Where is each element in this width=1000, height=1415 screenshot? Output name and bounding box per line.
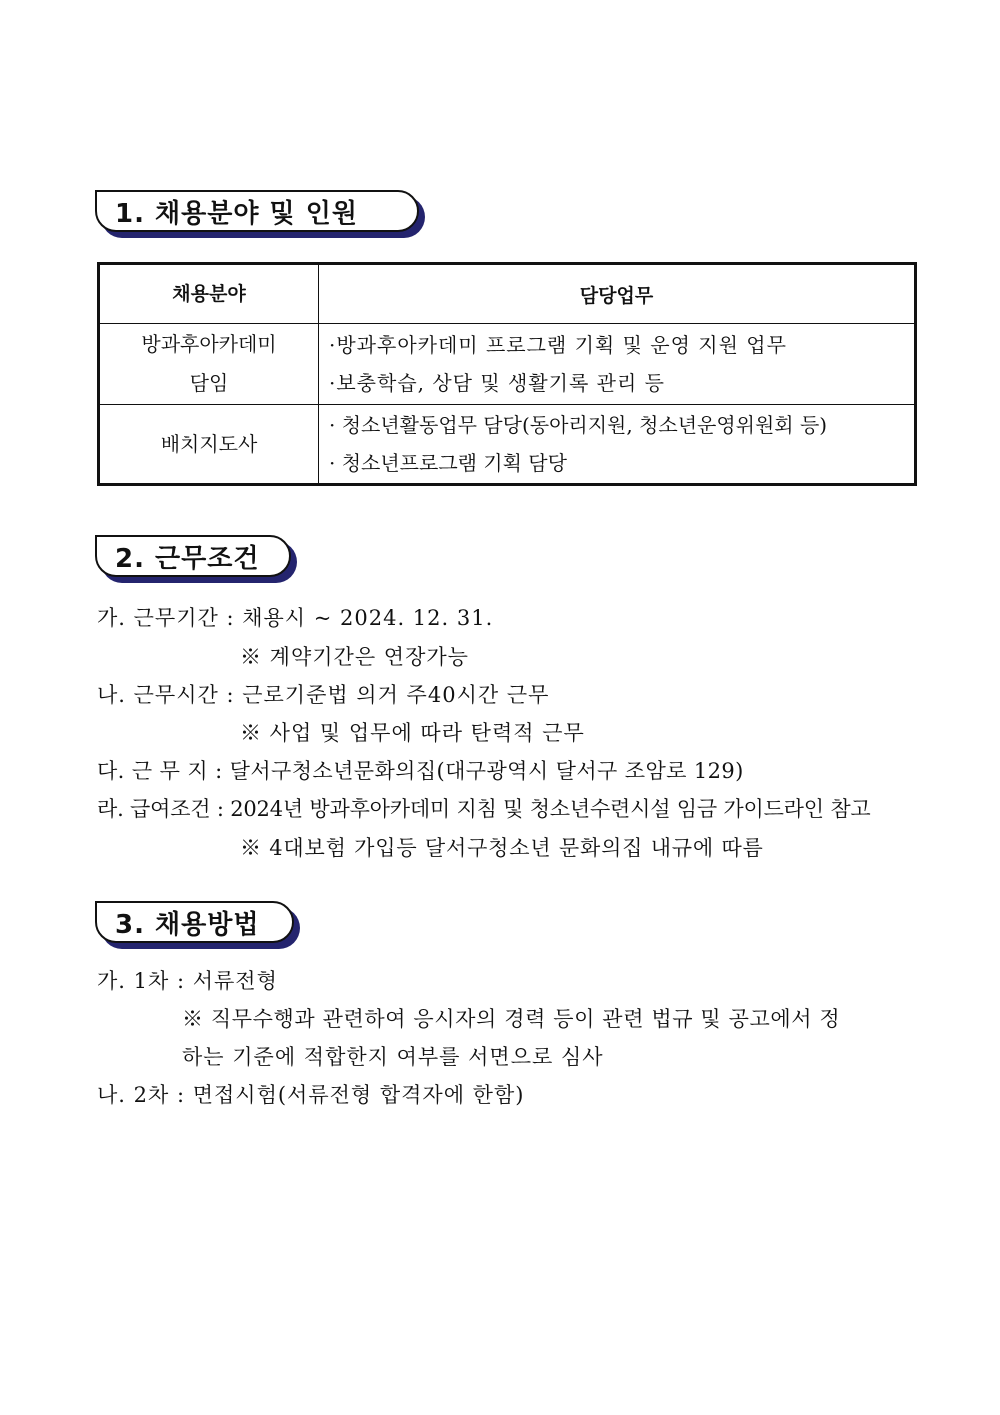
section3-title: 3. 채용방법: [95, 901, 294, 943]
section3-heading: [95, 901, 300, 949]
jobs-table: [97, 262, 917, 486]
table-header-duties: 담당업무: [319, 264, 916, 324]
field-line: 배치지도사: [160, 431, 258, 456]
salary-line: 라. 급여조건 : 2024년 방과후아카데미 지침 및 청소년수련시설 임금 가이드라인 참고: [97, 797, 871, 821]
work-period-line: 가. 근무기간 : 채용시 ~ 2024. 12. 31.: [97, 606, 494, 630]
table-header-row: [99, 264, 916, 324]
work-period-note: ※ 계약기간은 연장가능: [240, 645, 469, 669]
table-cell-duties: [319, 324, 916, 405]
duty-line: ·방과후아카데미 프로그램 기획 및 운영 지원 업무: [329, 333, 787, 357]
field-line: 방과후아카데미: [141, 332, 277, 356]
section2-title: 2. 근무조건: [95, 535, 291, 577]
second-stage-line: 나. 2차 : 면접시험(서류전형 합격자에 한함): [97, 1083, 525, 1107]
table-row: [99, 324, 916, 405]
table-cell-field: [99, 324, 319, 405]
first-stage-note-cont: 하는 기준에 적합한지 여부를 서면으로 심사: [182, 1045, 604, 1069]
work-hours-line: 나. 근무시간 : 근로기준법 의거 주40시간 근무: [97, 683, 550, 707]
table-header-field: 채용분야: [99, 264, 319, 324]
field-line: 담임: [189, 371, 229, 395]
duty-line: · 청소년활동업무 담당(동아리지원, 청소년운영위원회 등): [329, 413, 828, 437]
table-row: [99, 405, 916, 485]
duty-line: · 청소년프로그램 기획 담당: [329, 451, 567, 475]
table-cell-field: [99, 405, 319, 485]
section2-heading: [95, 535, 297, 583]
first-stage-note: ※ 직무수행과 관련하여 응시자의 경력 등이 관련 법규 및 공고에서 정: [182, 1007, 841, 1031]
table-cell-duties: [319, 405, 916, 485]
section1-title: 1. 채용분야 및 인원: [95, 190, 419, 232]
work-hours-note: ※ 사업 및 업무에 따라 탄력적 근무: [240, 721, 585, 745]
section1-heading: [95, 190, 425, 238]
duty-line: ·보충학습, 상담 및 생활기록 관리 등: [329, 371, 665, 395]
first-stage-line: 가. 1차 : 서류전형: [97, 969, 278, 993]
work-place-line: 다. 근 무 지 : 달서구청소년문화의집(대구광역시 달서구 조암로 129): [97, 759, 744, 783]
salary-note: ※ 4대보험 가입등 달서구청소년 문화의집 내규에 따름: [240, 836, 764, 860]
